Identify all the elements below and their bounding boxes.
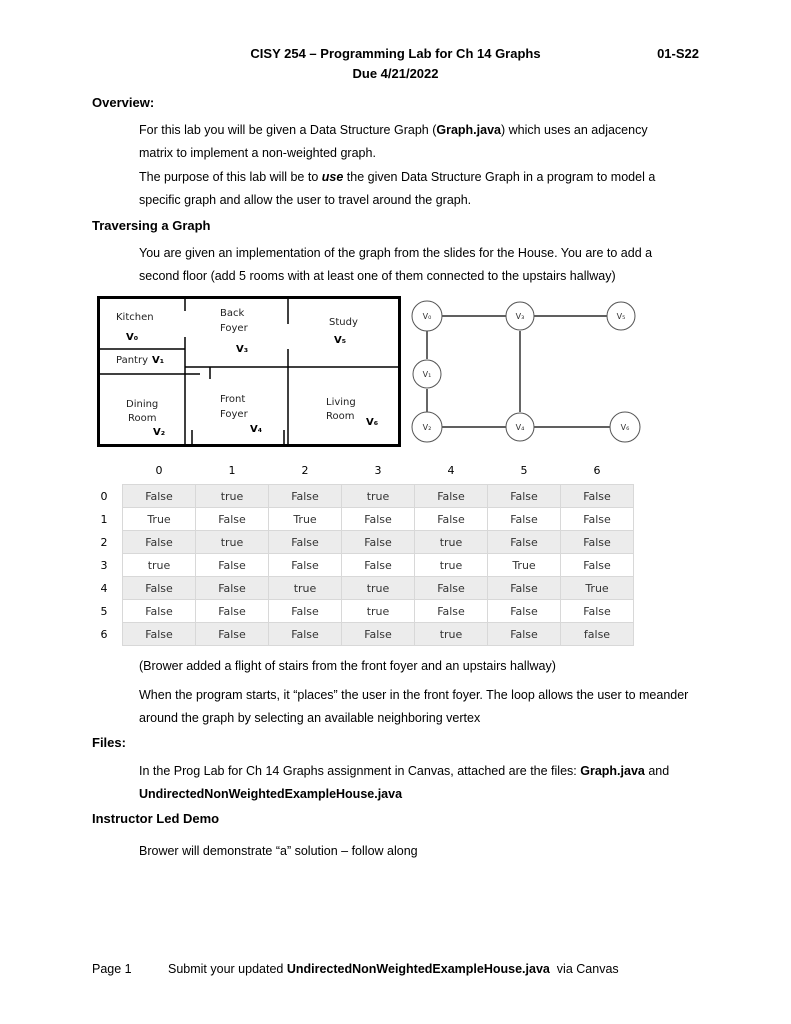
- v2-label: V₂: [153, 427, 166, 438]
- matrix-cell: False: [196, 600, 269, 623]
- matrix-cell: False: [561, 600, 634, 623]
- use-emphasis: use: [321, 170, 344, 184]
- v5-label: V₅: [334, 335, 347, 346]
- adjacency-matrix: [86, 456, 634, 646]
- page-number: Page 1: [92, 962, 132, 976]
- overview-paragraph-1: [139, 119, 684, 165]
- floor-plan: [97, 296, 401, 447]
- living-label: Living: [326, 397, 356, 408]
- node-v2-text: V₂: [422, 423, 432, 432]
- overview-p2-text-end: the given Data Structure Graph in a program to model a specific graph and allow the user to travel around the graph.: [139, 170, 656, 207]
- files-and: and: [644, 764, 670, 778]
- matrix-col-header: 1: [228, 463, 236, 477]
- matrix-cell: False: [196, 554, 269, 577]
- matrix-cell: False: [342, 554, 415, 577]
- matrix-header-row: [86, 456, 634, 485]
- matrix-col-header: 2: [301, 463, 309, 477]
- matrix-cell: False: [196, 508, 269, 531]
- course-term-code: 01-S22: [657, 46, 699, 61]
- matrix-row-header: 6: [100, 627, 108, 641]
- adjacency-table: [86, 456, 634, 646]
- matrix-cell: False: [123, 531, 196, 554]
- matrix-cell: False: [415, 600, 488, 623]
- house-java-file: UndirectedNonWeightedExampleHouse.java: [139, 787, 403, 801]
- node-v5-text: V₅: [616, 312, 626, 321]
- footer-file-bold: UndirectedNonWeightedExampleHouse.java: [286, 962, 550, 976]
- node-v6-text: V₆: [620, 423, 630, 432]
- matrix-row: [86, 508, 634, 531]
- matrix-cell: true: [415, 623, 488, 646]
- matrix-row: [86, 485, 634, 508]
- matrix-cell: False: [561, 531, 634, 554]
- matrix-col-header: 6: [593, 463, 601, 477]
- matrix-cell: False: [488, 623, 561, 646]
- node-v1-text: V₁: [422, 370, 432, 379]
- matrix-cell: False: [269, 600, 342, 623]
- matrix-cell: False: [342, 508, 415, 531]
- matrix-cell: true: [123, 554, 196, 577]
- matrix-cell: False: [561, 508, 634, 531]
- matrix-row: [86, 623, 634, 646]
- overview-p1-text-end: ) which uses an adjacency matrix to implement a non-weighted graph.: [139, 123, 648, 160]
- matrix-row: [86, 577, 634, 600]
- matrix-col-header: 3: [374, 463, 382, 477]
- matrix-cell: False: [488, 600, 561, 623]
- node-v4-text: V₄: [515, 423, 525, 432]
- graph-java-file: Graph.java: [580, 764, 645, 778]
- matrix-row-header: 4: [100, 581, 108, 595]
- matrix-row: [86, 554, 634, 577]
- program-start-paragraph: When the program starts, it “places” the user in the front foyer. The loop allows the user to meander around the graph by selecting an available neighboring vertex: [139, 688, 689, 725]
- overview-p2-text: The purpose of this lab will be to: [139, 170, 322, 184]
- matrix-cell: False: [342, 531, 415, 554]
- footer-pre: Submit your updated: [168, 962, 287, 976]
- matrix-cell: true: [415, 531, 488, 554]
- matrix-col-header: 5: [520, 463, 528, 477]
- graph-diagram: [405, 296, 655, 446]
- matrix-row: [86, 531, 634, 554]
- matrix-col-header: 4: [447, 463, 455, 477]
- back-foyer-label: Foyer: [220, 323, 248, 334]
- footer-post: via Canvas: [549, 962, 619, 976]
- matrix-cell: False: [269, 531, 342, 554]
- back-label: Back: [220, 308, 245, 319]
- dining-room-label: Room: [128, 413, 157, 424]
- matrix-col-header: 0: [155, 463, 163, 477]
- files-paragraph: [139, 760, 699, 806]
- matrix-body: [86, 485, 634, 646]
- overview-p1-text: For this lab you will be given a Data Structure Graph (: [139, 123, 437, 137]
- matrix-cell: False: [415, 485, 488, 508]
- matrix-cell: true: [342, 485, 415, 508]
- overview-paragraph-2: [139, 166, 684, 212]
- v0-label: V₀: [126, 332, 139, 343]
- front-label: Front: [220, 394, 246, 405]
- matrix-cell: false: [561, 623, 634, 646]
- matrix-cell: False: [269, 554, 342, 577]
- matrix-cell: False: [415, 508, 488, 531]
- matrix-cell: False: [561, 485, 634, 508]
- matrix-cell: true: [269, 577, 342, 600]
- document-title: CISY 254 – Programming Lab for Ch 14 Graphs: [250, 46, 541, 61]
- matrix-cell: true: [196, 485, 269, 508]
- matrix-cell: true: [342, 577, 415, 600]
- overview-heading: Overview:: [92, 95, 155, 110]
- matrix-cell: False: [123, 600, 196, 623]
- matrix-row-header: 0: [100, 489, 108, 503]
- stairs-note: (Brower added a flight of stairs from the front foyer and an upstairs hallway): [139, 659, 556, 673]
- matrix-row-header: 2: [100, 535, 108, 549]
- v1-label: V₁: [152, 355, 165, 366]
- matrix-cell: True: [488, 554, 561, 577]
- matrix-row: [86, 600, 634, 623]
- dining-label: Dining: [126, 399, 159, 410]
- front-foyer-label: Foyer: [220, 409, 248, 420]
- matrix-cell: False: [488, 508, 561, 531]
- matrix-cell: False: [488, 577, 561, 600]
- matrix-row-header: 5: [100, 604, 108, 618]
- matrix-row-header: 3: [100, 558, 108, 572]
- matrix-corner: [86, 456, 123, 485]
- node-v3-text: V₃: [515, 312, 525, 321]
- demo-paragraph: Brower will demonstrate “a” solution – follow along: [139, 844, 418, 858]
- demo-heading: Instructor Led Demo: [92, 811, 220, 826]
- matrix-cell: False: [123, 623, 196, 646]
- matrix-cell: true: [415, 554, 488, 577]
- matrix-cell: False: [488, 485, 561, 508]
- matrix-cell: true: [196, 531, 269, 554]
- kitchen-label: Kitchen: [116, 312, 154, 323]
- traversing-heading: Traversing a Graph: [92, 218, 211, 233]
- files-heading: Files:: [92, 735, 126, 750]
- matrix-cell: True: [269, 508, 342, 531]
- graph-svg: [405, 296, 655, 446]
- files-text: In the Prog Lab for Ch 14 Graphs assignment in Canvas, attached are the files:: [139, 764, 581, 778]
- matrix-row-header: 1: [100, 512, 108, 526]
- matrix-cell: true: [342, 600, 415, 623]
- v4-label: V₄: [250, 424, 263, 435]
- matrix-cell: False: [561, 554, 634, 577]
- pantry-label: Pantry: [116, 355, 148, 366]
- node-v0-text: V₀: [422, 312, 432, 321]
- matrix-cell: False: [269, 623, 342, 646]
- matrix-cell: False: [342, 623, 415, 646]
- matrix-cell: True: [123, 508, 196, 531]
- matrix-cell: False: [415, 577, 488, 600]
- graph-java-bold: Graph.java: [436, 123, 501, 137]
- matrix-cell: False: [196, 577, 269, 600]
- matrix-cell: False: [123, 577, 196, 600]
- v3-label: V₃: [236, 344, 249, 355]
- footer-submit-text: [168, 962, 619, 976]
- v6-label: V₆: [366, 417, 379, 428]
- matrix-cell: False: [196, 623, 269, 646]
- matrix-cell: False: [269, 485, 342, 508]
- living-room-label: Room: [326, 411, 355, 422]
- matrix-cell: False: [123, 485, 196, 508]
- matrix-cell: True: [561, 577, 634, 600]
- due-date: Due 4/21/2022: [352, 66, 439, 81]
- study-label: Study: [329, 317, 358, 328]
- traversing-paragraph: You are given an implementation of the graph from the slides for the House. You are to add a second floor (add 5 rooms with at least one of them connected to the upstairs hallway): [139, 246, 653, 283]
- matrix-cell: False: [488, 531, 561, 554]
